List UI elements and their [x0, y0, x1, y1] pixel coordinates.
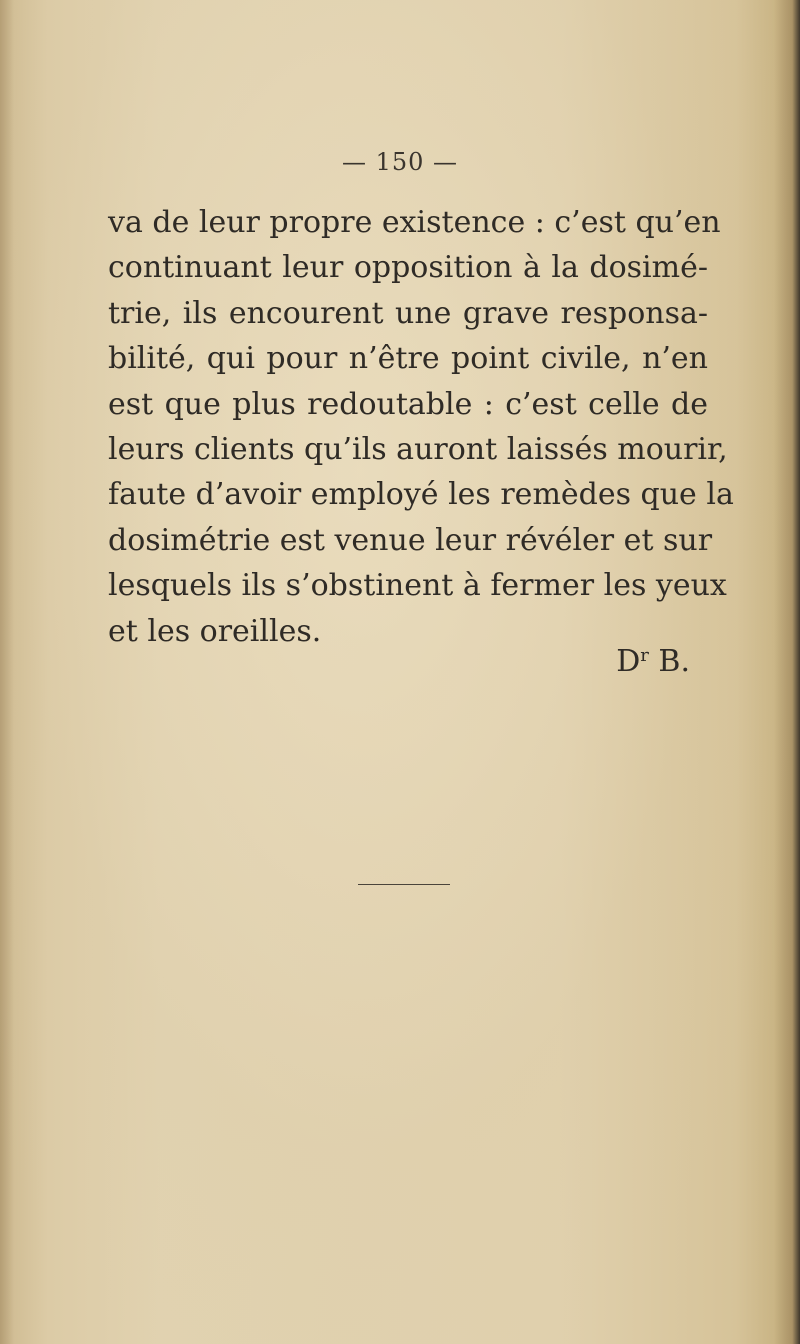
text-line: faute d’avoir employé les remèdes que la	[108, 477, 734, 513]
text-line-last: et les oreilles.	[108, 613, 322, 649]
signature	[540, 642, 690, 682]
text-line: lesquels ils s’obstinent à fermer les yeux	[108, 568, 727, 604]
signature-title: D	[616, 644, 641, 679]
section-divider	[358, 884, 450, 885]
text-line: continuant leur opposition à la dosimé-	[108, 250, 708, 286]
page-number: — 150 —	[341, 148, 459, 176]
signature-title-superscript: r	[640, 645, 649, 666]
text-line: est que plus redoutable : c’est celle de	[108, 386, 708, 422]
text-line: trie, ils encourent une grave responsa-	[108, 295, 708, 331]
page-left-shadow	[0, 0, 14, 1344]
text-line: dosimétrie est venue leur révéler et sur	[108, 522, 713, 558]
text-line: leurs clients qu’ils auront laissés mourir,	[108, 432, 728, 468]
page-right-edge	[774, 0, 800, 1344]
signature-name: B.	[658, 644, 690, 679]
text-line: va de leur propre existence : c’est qu’en	[108, 205, 721, 240]
text-line: bilité, qui pour n’être point civile, n’en	[108, 341, 708, 377]
body-paragraph	[108, 200, 734, 654]
